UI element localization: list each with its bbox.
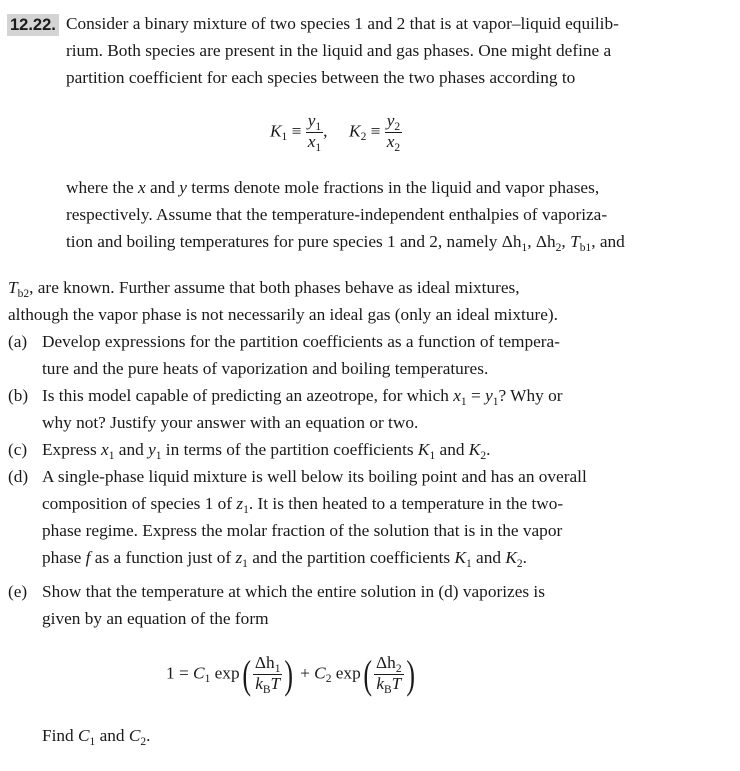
intro-line-3: partition coefficient for each species between the two phases according to [66, 68, 576, 87]
fraction-y2-x2: $\frac{y_2}{x_2}$ [386, 111, 401, 154]
part-b-line-2: why not? Justify your answer with an equation or two. [42, 413, 419, 432]
fraction-y1-x1: $\frac{y_1}{x_1}$ [307, 111, 322, 154]
part-d-line-3: phase regime. Express the molar fraction of the solution that is in the vapor [42, 521, 563, 540]
problem-number: 12.22. [7, 14, 59, 36]
part-a-line-1: Develop expressions for the partition coefficients as a function of tempera- [42, 332, 560, 351]
part-d-line-2: composition of species 1 of $z_1$. It is then heated to a temperature in the two- [42, 494, 564, 516]
final-line: Find $C_1$ and $C_2$. [42, 726, 151, 748]
part-c-line-1: Express $x_1$ and $y_1$ in terms of the partition coefficients $K_1$ and $K_2$. [42, 440, 491, 462]
fraction-dh1-kbt: $\frac{\Delta h_1}{k_BT}$ [254, 653, 281, 696]
part-c-label: (c) [8, 440, 28, 459]
part-d-line-1: A single-phase liquid mixture is well below its boiling point and has an overall [42, 467, 587, 486]
part-a-label: (a) [8, 332, 28, 351]
display-equation: $1 = C_1$ exp( $\frac{\Delta h_1}{k_BT}$ ) + $C_2$ exp( $\frac{\Delta h_2}{k_BT}$ ) [166, 651, 415, 697]
body-line-1: $T_{b2}$, are known. Further assume that both phases behave as ideal mixtures, [8, 278, 520, 300]
middle-line-3: tion and boiling temperatures for pure species 1 and 2, namely $\Delta h_1$, $\Delta h_2$, $T_{b1}$, and [66, 232, 625, 254]
intro-line-1: Consider a binary mixture of two species 1 and 2 that is at vapor–liquid equilib- [66, 14, 619, 33]
part-e-label: (e) [8, 582, 28, 601]
part-e-line-2: given by an equation of the form [42, 609, 269, 628]
part-d-label: (d) [8, 467, 29, 486]
part-a-line-2: ture and the pure heats of vaporization and boiling temperatures. [42, 359, 489, 378]
intro-line-2: rium. Both species are present in the liquid and gas phases. One might define a [66, 41, 612, 60]
part-e-line-1: Show that the temperature at which the entire solution in (d) vaporizes is [42, 582, 545, 601]
middle-line-2: respectively. Assume that the temperature-independent enthalpies of vaporiza- [66, 205, 608, 224]
part-b-label: (b) [8, 386, 29, 405]
part-b-line-1: Is this model capable of predicting an azeotrope, for which $x_1 = y_1$? Why or [42, 386, 563, 408]
fraction-dh2-kbt: $\frac{\Delta h_2}{k_BT}$ [376, 653, 402, 696]
body-line-2: although the vapor phase is not necessarily an ideal gas (only an ideal mixture). [8, 305, 558, 324]
part-d-line-4: phase f as a function just of $z_1$ and the partition coefficients $K_1$ and $K_2$. [42, 548, 527, 570]
middle-line-1: where the x and y terms denote mole fractions in the liquid and vapor phases, [66, 178, 600, 197]
definition-equation: $K_1$ ≡ $\frac{y_1}{x_1}$ , $K_2$ ≡ $\frac{y_2}{x_2}$ [270, 111, 401, 154]
